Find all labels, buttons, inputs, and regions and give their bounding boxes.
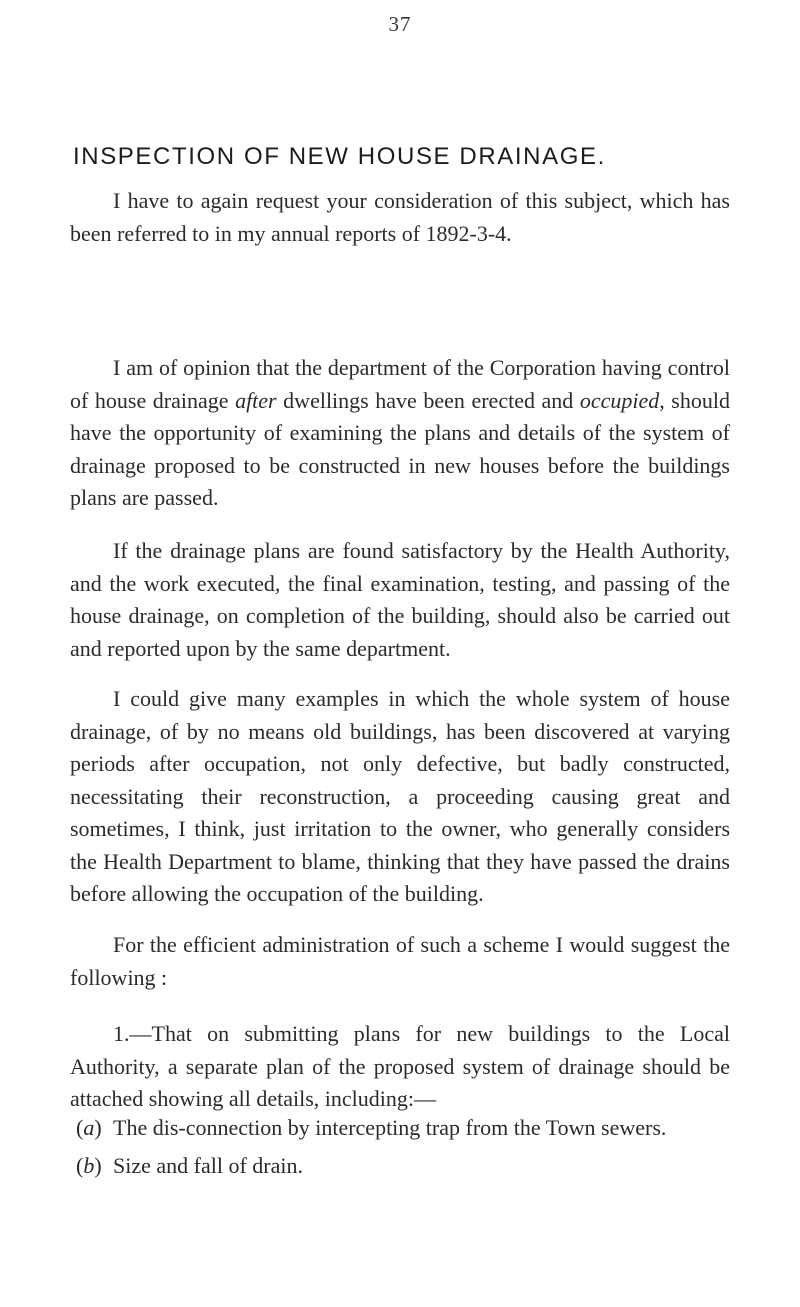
item-letter: b	[83, 1153, 95, 1178]
text-run: I am of opinion that the department of the Corporation having control of house drainage	[70, 355, 730, 413]
paragraph-opinion	[70, 352, 730, 515]
paragraph-request	[70, 185, 730, 250]
section-heading: INSPECTION OF NEW HOUSE DRAINAGE.	[73, 143, 606, 170]
paragraph-examples	[70, 683, 730, 911]
paragraph-text: I could give many examples in which the whole system of house drainage, of by no means old buildings, has been discovered at varying periods after occupation, not only defective, but badly constructed, necessitating their reconstruction, a proceeding causing great and sometimes, I think, just irritation to the owner, who generally considers the Health Department to blame, thinking that they have passed the drains before allowing the occupation of the building.	[70, 686, 730, 906]
paragraph-text: For the efficient administration of such a scheme I would suggest the following :	[70, 932, 730, 990]
emphasis-occupied: occupied	[579, 387, 660, 413]
text-run: dwellings have been erected and	[276, 387, 580, 413]
text-run: , should have the opportunity of examining the plans and details of the system of drainage proposed to be constructed in new houses before the buildings plans are passed.	[70, 387, 730, 510]
item-marker: (b)	[76, 1153, 102, 1178]
paragraph-text: If the drainage plans are found satisfactory by the Health Authority, and the work executed, the final examination, testing, and passing of the house drainage, on completion of the building, should also be carried out and reported upon by the same department.	[70, 538, 730, 661]
paragraph-health-authority	[70, 535, 730, 665]
emphasis-after: after	[235, 387, 277, 413]
item-text: The dis-connection by intercepting trap from the Town sewers.	[113, 1115, 667, 1140]
item-letter: a	[83, 1115, 95, 1140]
paragraph-scheme	[70, 929, 730, 994]
item-text: Size and fall of drain.	[113, 1153, 303, 1178]
paragraph-text: I have to again request your consideration of this subject, which has been referred to in my annual reports of 1892-3-4.	[70, 188, 730, 246]
page-number: 37	[388, 12, 412, 36]
paragraph-text	[70, 352, 730, 515]
paragraph-text: 1.—That on submitting plans for new buildings to the Local Authority, a separate plan of the proposed system of drainage should be attached showing all details, including:—	[70, 1021, 730, 1111]
sub-item-list	[70, 1112, 740, 1188]
item-marker: (a)	[76, 1115, 102, 1140]
list-item	[70, 1112, 740, 1144]
paragraph-point-one	[70, 1018, 730, 1116]
list-item	[70, 1150, 740, 1182]
